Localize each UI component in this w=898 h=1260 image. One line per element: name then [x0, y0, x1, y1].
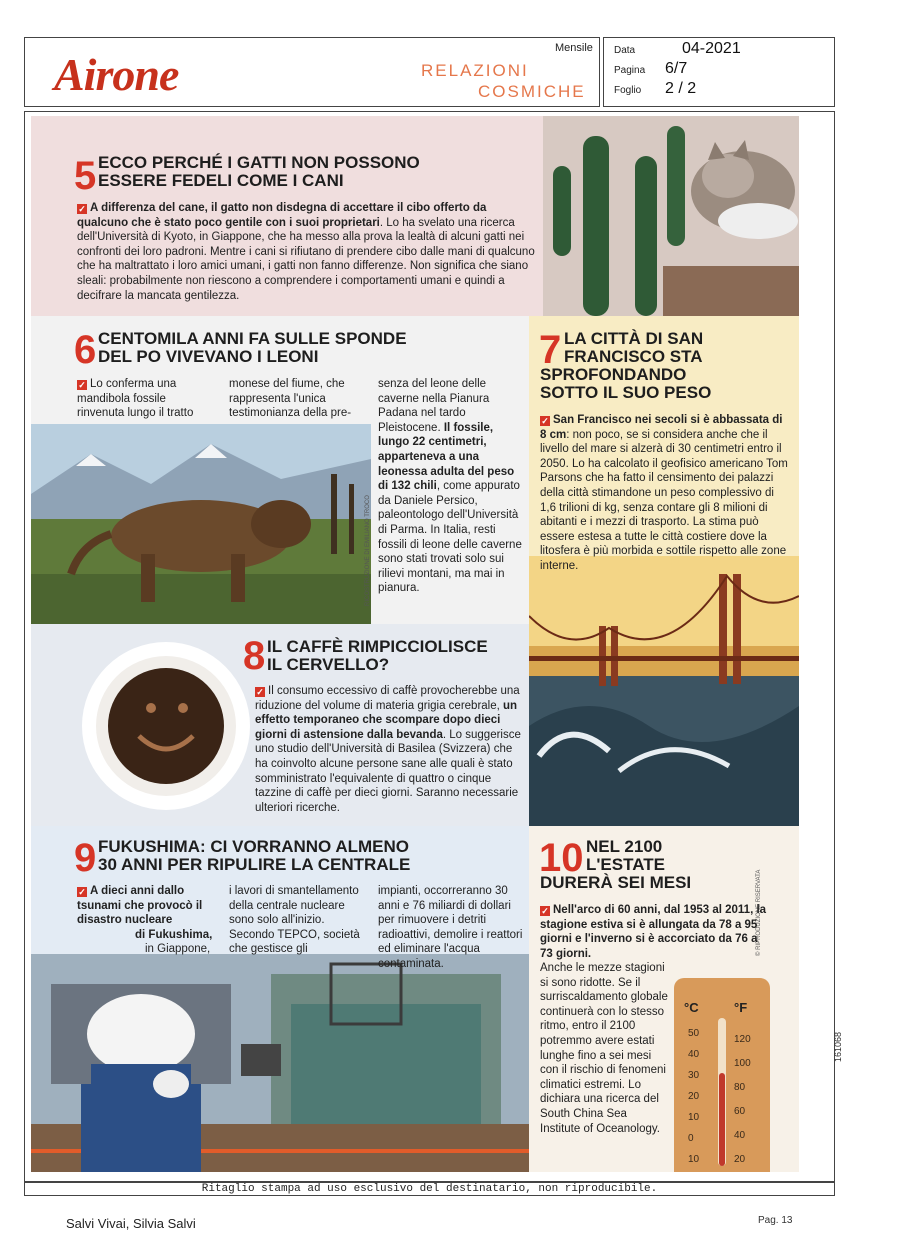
magazine-logo: Airone	[54, 49, 179, 100]
meta-key-pagina: Pagina	[614, 65, 646, 76]
article-title-line1: ECCO PERCHÉ I GATTI NON POSSONO	[98, 153, 420, 172]
article-number: 8	[243, 634, 266, 678]
rubric-line1: RELAZIONI	[421, 61, 529, 80]
article-10	[529, 826, 799, 1172]
periodicity: Mensile	[555, 42, 593, 54]
checkbox-icon: ✓	[78, 380, 86, 390]
article-title-line1: LA CITTÀ DI SAN	[564, 329, 704, 348]
article-6	[31, 316, 529, 624]
article-lead: Nell'arco di 60 anni, dal 1953 al 2011, la stagione estiva si è allungata da 78 a 95 giorni e l'inverno si è accorciato da 76 a 73 giorni.	[540, 904, 767, 960]
celsius-tick: 0	[688, 1133, 694, 1144]
checkbox-icon: ✓	[256, 687, 264, 697]
article-lead: San Francisco nei secoli si è abbassata di 8 cm	[540, 414, 783, 441]
document-code: 161068	[833, 1031, 843, 1062]
meta-value-foglio: 2 / 2	[665, 80, 697, 97]
meta-value-data: 04-2021	[682, 40, 741, 57]
celsius-tick: 40	[688, 1049, 700, 1060]
fahrenheit-tick: 80	[734, 1082, 746, 1093]
celsius-tick: 20	[688, 1091, 700, 1102]
article-text: Anche le mezze stagioni si sono ridotte. Se il surriscaldamento globale continuerà con lo stesso ritmo, entro il 2100 potremmo avere estati lunghe fino a sei mesi con il rischio di fenomeni climatici estremi. Lo dichiara una ricerca del South China Sea Institute of Oceanology.	[540, 962, 668, 1135]
cat-cactus-illustration	[543, 116, 799, 316]
celsius-tick: 50	[688, 1028, 700, 1039]
article-7	[529, 316, 799, 826]
article-title-line2: IL CERVELLO?	[267, 655, 390, 674]
rubric-line2: COSMICHE	[478, 82, 586, 101]
column-3-text-b: , come appurato da Daniele Persico, paleontologo dell'Università di Parma. In Italia, resti fossili di leone delle caverne sono stati trovati solo sui rilievi montani, ma mai in pianura.	[378, 480, 522, 595]
column-1	[77, 884, 217, 957]
coffee-cup-illustration	[71, 636, 261, 816]
article-body	[255, 684, 523, 815]
article-8	[31, 624, 529, 826]
article-number: 6	[74, 328, 97, 372]
article-title-line2: ESSERE FEDELI COME I CANI	[98, 171, 344, 190]
checkbox-icon: ✓	[78, 887, 86, 897]
page-number: Pag. 13	[758, 1215, 793, 1226]
article-title-line2: L'ESTATE	[586, 855, 665, 874]
article-number: 7	[539, 328, 562, 372]
photo-credit: RICOSTRUZIONE DI EMILIANO TROCO	[365, 495, 371, 606]
fahrenheit-tick: 20	[734, 1154, 746, 1165]
checkbox-icon: ✓	[78, 204, 86, 214]
column-1-text-b: di Fukushima,	[135, 928, 213, 941]
cave-lion-illustration	[31, 424, 371, 624]
column-3-lead: Il fossile, lungo 22 centimetri, apparteneva a una leonessa adulta del peso di 132 chili	[378, 421, 515, 493]
article-number: 10	[539, 836, 584, 880]
article-lead: un effetto temporaneo che scompare dopo dieci giorni di astensione dalla bevanda	[255, 699, 518, 741]
meta-key-foglio: Foglio	[614, 85, 642, 96]
article-lead-block	[540, 903, 770, 961]
celsius-tick: 10	[688, 1112, 700, 1123]
column-2: i lavori di smantellamento della centrale nucleare sono solo all'inizio. Secondo TEPCO, società che gestisce gli	[229, 885, 360, 956]
checkbox-icon: ✓	[541, 906, 549, 916]
column-3	[378, 377, 524, 596]
article-body	[77, 201, 537, 303]
fahrenheit-tick: 120	[734, 1034, 751, 1045]
fahrenheit-tick: 40	[734, 1130, 746, 1141]
fahrenheit-tick: 100	[734, 1058, 751, 1069]
article-title-line2: DEL PO VIVEVANO I LEONI	[98, 347, 319, 366]
article-title-line4: SOTTO IL SUO PESO	[540, 383, 712, 402]
golden-gate-illustration	[529, 556, 799, 826]
article-title-line3: DURERÀ SEI MESI	[540, 873, 692, 892]
article-text: : non poco, se si considera anche che il livello del mare si alzerà di 30 centimetri entro il 2050. Lo ha calcolato il geofisico americano Tom Parsons che ha fatto il censimento dei palazzi della città stimandone un peso complessivo di 1,6 trilioni di kg, senza contare gli 8 milioni di abitanti e i mezzi di trasporto. La stima può essere estesa a tutte le città costiere dove la litosfera è più morbida e sottile rispetto alle zone interne.	[540, 428, 788, 572]
article-title-line2: FRANCISCO STA	[564, 347, 703, 366]
thermometer	[674, 978, 770, 1172]
article-title-line1: CENTOMILA ANNI FA SULLE SPONDE	[98, 329, 407, 348]
fahrenheit-label: °F	[734, 1000, 748, 1015]
client-signature: Salvi Vivai, Silvia Salvi	[66, 1216, 196, 1231]
clipping-disclaimer: Ritaglio stampa ad uso esclusivo del destinatario, non riproducibile.	[24, 1182, 835, 1196]
article-5	[31, 116, 799, 316]
article-title-line1: NEL 2100	[586, 837, 663, 856]
meta-value-pagina: 6/7	[665, 60, 688, 77]
article-lead: A differenza del cane, il gatto non disdegna di accettare il cibo offerto da qualcuno che è stato poco gentile con i suoi proprietari	[77, 202, 487, 229]
column-2: monese del fiume, che rappresenta l'unica testimonianza della pre-	[229, 378, 352, 420]
article-number: 9	[74, 836, 97, 880]
article-title-line2: 30 ANNI PER RIPULIRE LA CENTRALE	[98, 855, 411, 874]
celsius-label: °C	[684, 1000, 699, 1015]
celsius-tick: 30	[688, 1070, 700, 1081]
article-number: 5	[74, 154, 97, 198]
column-3: impianti, occorreranno 30 anni e 76 miliardi di dollari per rimuovere i detriti radioattivi, demolire i reattori ed eliminare l'acqua contaminata.	[378, 885, 523, 970]
fahrenheit-tick: 60	[734, 1106, 746, 1117]
article-title-line3: SPROFONDANDO	[540, 365, 687, 384]
column-3-text-a: senza del leone delle caverne nella Pianura Padana nel tardo Pleistocene.	[378, 378, 490, 434]
thermometer-mercury	[719, 1073, 725, 1166]
column-1-lead: A dieci anni dallo tsunami che provocò il disastro nucleare	[77, 885, 203, 927]
article-text-a: Il consumo eccessivo di caffè provocherebbe una riduzione del volume di materia grigia cerebrale,	[255, 685, 520, 712]
article-text: . Lo ha svelato una ricerca dell'Università di Kyoto, in Giappone, che ha messo alla prova la lealtà di alcuni gatti nei confronti dei loro padroni. Mentre i cani si rifiutano di prendere cibo dalle mani di qualcuno che ha maltrattato i loro amici umani, i gatti non fanno differenze. Non significa che siano sleali: probabilmente non riescono a comprendere i comportamenti umani e quindi a decifrare la mancata gentilezza.	[77, 216, 535, 302]
article-body	[540, 413, 788, 574]
column-1-text: Lo conferma una mandibola fossile rinvenuta lungo il tratto	[77, 378, 194, 420]
column-1-text-c: in Giappone,	[145, 943, 211, 956]
copyright-note: © RIPRODUZIONE RISERVATA	[756, 869, 762, 956]
celsius-tick: 10	[688, 1154, 700, 1165]
article-9	[31, 826, 529, 1172]
checkbox-icon: ✓	[541, 416, 549, 426]
meta-key-data: Data	[614, 45, 636, 56]
article-title-line1: FUKUSHIMA: CI VORRANNO ALMENO	[98, 837, 410, 856]
fukushima-worker-illustration	[31, 954, 529, 1172]
article-text-b: . Lo suggerisce uno studio dell'Università di Basilea (Svizzera) che ha coinvolto alcune persone sane alle quali è stato somministrato l'equivalente di quattro o cinque tazzine di caffè per dieci giorni. Saranno necessarie ulteriori ricerche.	[255, 728, 521, 814]
article-title-line1: IL CAFFÈ RIMPICCIOLISCE	[267, 637, 488, 656]
